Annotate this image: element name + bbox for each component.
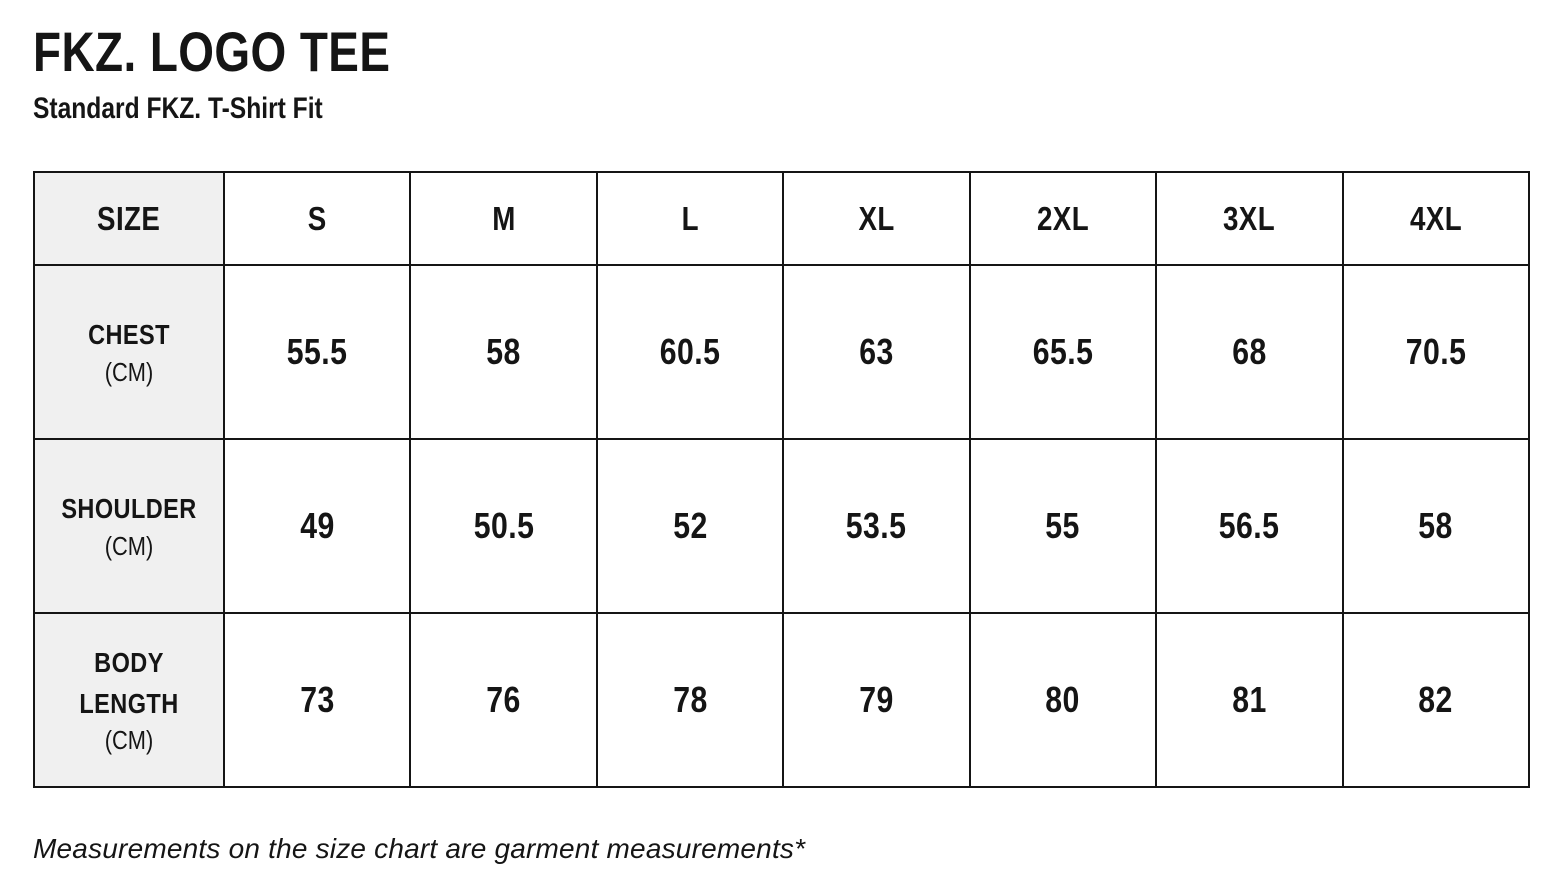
column-header-size-text: SIZE	[97, 199, 161, 237]
row-unit-chest: (CM)	[104, 357, 154, 388]
cell-chest-m	[410, 265, 596, 439]
cell-shoulder-m-text: 50.5	[473, 505, 534, 546]
cell-shoulder-xl	[783, 439, 969, 613]
cell-shoulder-m	[410, 439, 596, 613]
cell-shoulder-2xl-text: 55	[1045, 505, 1081, 546]
cell-shoulder-4xl	[1343, 439, 1529, 613]
cell-chest-s	[224, 265, 410, 439]
column-header-4xl	[1343, 172, 1529, 265]
cell-chest-4xl-text: 70.5	[1405, 331, 1467, 372]
cell-chest-l	[597, 265, 783, 439]
row-label-shoulder: SHOULDER	[61, 493, 197, 525]
cell-body-length-2xl	[970, 613, 1156, 787]
table-row-chest	[34, 265, 1529, 439]
footnote	[33, 833, 1529, 865]
cell-body-length-xl	[783, 613, 969, 787]
cell-body-length-2xl-text: 80	[1045, 679, 1081, 720]
cell-chest-2xl-text: 65.5	[1032, 331, 1094, 372]
column-header-l	[597, 172, 783, 265]
cell-chest-xl	[783, 265, 969, 439]
cell-body-length-m	[410, 613, 596, 787]
cell-chest-l-text: 60.5	[659, 331, 721, 372]
footnote-text: Measurements on the size chart are garment measurements*	[33, 833, 806, 864]
column-header-2xl-text: 2XL	[1036, 199, 1089, 237]
row-header-chest	[34, 265, 224, 439]
cell-body-length-l	[597, 613, 783, 787]
header-row	[34, 172, 1529, 265]
cell-chest-2xl	[970, 265, 1156, 439]
page-subtitle-text: Standard FKZ. T-Shirt Fit	[33, 92, 323, 125]
size-chart-table	[33, 171, 1530, 788]
cell-chest-3xl-text: 68	[1232, 331, 1267, 372]
cell-shoulder-3xl	[1156, 439, 1342, 613]
row-header-shoulder	[34, 439, 224, 613]
cell-shoulder-l	[597, 439, 783, 613]
cell-chest-3xl	[1156, 265, 1342, 439]
column-header-m-text: M	[491, 199, 516, 237]
column-header-2xl	[970, 172, 1156, 265]
cell-body-length-4xl	[1343, 613, 1529, 787]
cell-body-length-s-text: 73	[299, 679, 335, 720]
row-unit-shoulder: (CM)	[104, 531, 154, 562]
cell-body-length-3xl-text: 81	[1232, 679, 1267, 720]
column-header-s-text: S	[307, 199, 327, 237]
cell-body-length-3xl	[1156, 613, 1342, 787]
row-header-body-length-wrap	[35, 643, 223, 757]
column-header-3xl-text: 3XL	[1223, 199, 1276, 237]
row-label-chest: CHEST	[88, 319, 170, 351]
row-unit-body-length: (CM)	[104, 725, 154, 756]
cell-shoulder-l-text: 52	[672, 505, 708, 546]
row-header-chest-wrap	[35, 315, 223, 388]
page-title	[33, 20, 1529, 83]
column-header-l-text: L	[681, 199, 699, 237]
cell-body-length-xl-text: 79	[859, 679, 894, 720]
cell-shoulder-3xl-text: 56.5	[1219, 505, 1280, 546]
row-header-shoulder-wrap	[35, 489, 223, 562]
cell-shoulder-s-text: 49	[299, 505, 335, 546]
column-header-s	[224, 172, 410, 265]
cell-chest-xl-text: 63	[859, 331, 894, 372]
row-label-body-length: BODY LENGTH	[79, 647, 179, 719]
page-subtitle	[33, 94, 1529, 124]
column-header-3xl	[1156, 172, 1342, 265]
column-header-xl	[783, 172, 969, 265]
column-header-xl-text: XL	[858, 199, 895, 237]
column-header-4xl-text: 4XL	[1409, 199, 1462, 237]
cell-shoulder-4xl-text: 58	[1418, 505, 1453, 546]
table-row-shoulder	[34, 439, 1529, 613]
page-title-text: FKZ. LOGO TEE	[33, 20, 391, 83]
cell-body-length-s	[224, 613, 410, 787]
cell-shoulder-s	[224, 439, 410, 613]
cell-shoulder-2xl	[970, 439, 1156, 613]
column-header-size	[34, 172, 224, 265]
cell-body-length-m-text: 76	[486, 679, 521, 720]
cell-body-length-4xl-text: 82	[1418, 679, 1453, 720]
cell-chest-m-text: 58	[486, 331, 521, 372]
column-header-m	[410, 172, 596, 265]
table-row-body-length	[34, 613, 1529, 787]
cell-shoulder-xl-text: 53.5	[846, 505, 907, 546]
cell-body-length-l-text: 78	[672, 679, 708, 720]
cell-chest-s-text: 55.5	[286, 331, 348, 372]
row-header-body-length	[34, 613, 224, 787]
cell-chest-4xl	[1343, 265, 1529, 439]
